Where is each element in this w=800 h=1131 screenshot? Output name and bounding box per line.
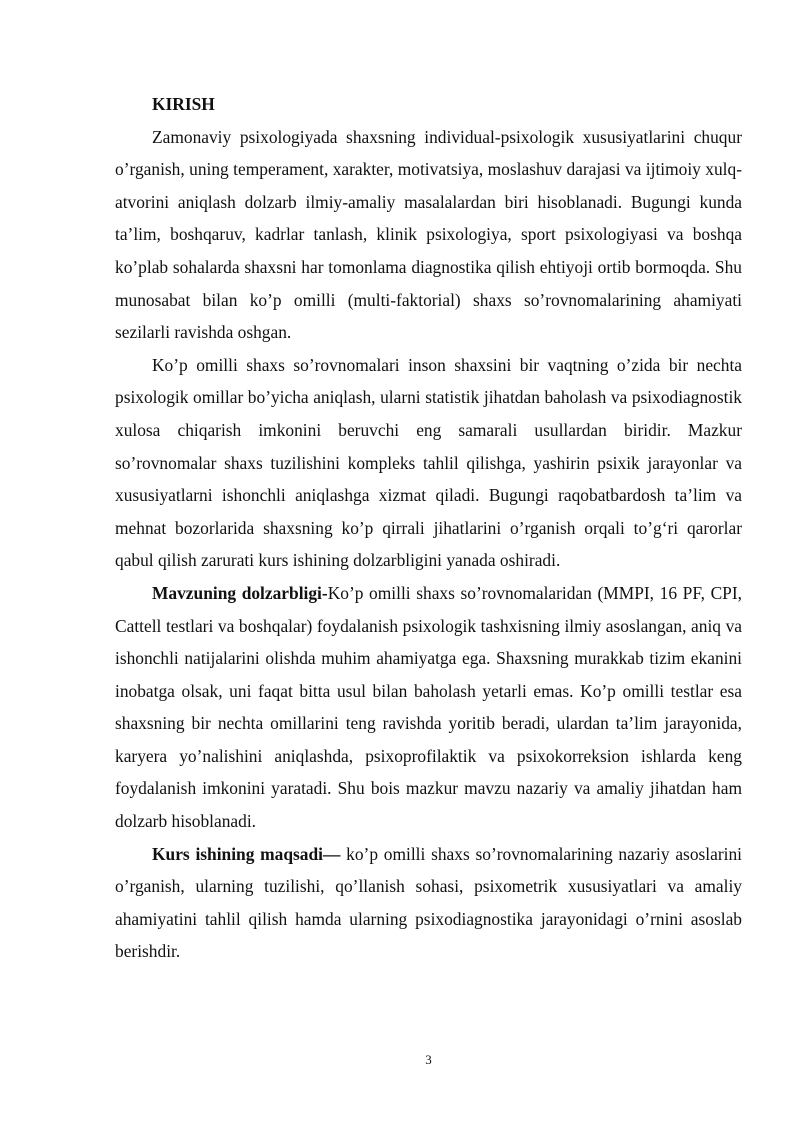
paragraph-text: Ko’p omilli shaxs so’rovnomalaridan (MMPI, 16 PF, CPI, Cattell testlari va boshqalar) foydalanish psixologik tashxisning ilmiy asoslangan, aniq va ishonchli natijalarini olishda muhim ahamiyatga ega. Shaxsning murakkab tizim ekanini inobatga olsak, uni faqat bitta usul bilan baholash yetarli emas. Ko’p omilli testlar esa shaxsning bir nechta omillarini teng ravishda yoritib beradi, ulardan ta’lim jarayonida, karyera yo’nalishini aniqlashda, psixoprofilaktik va psixokorreksion ishlarda keng foydalanish imkonini yaratadi. Shu bois mazkur mavzu nazariy va amaliy jihatdan ham dolzarb hisoblanadi. (115, 582, 742, 832)
page-number: 3 (425, 1052, 432, 1067)
paragraph-lead-relevance: Mavzuning dolzarbligi- (152, 582, 328, 603)
document-page (115, 88, 742, 968)
paragraph-text: ko’p omilli shaxs so’rovnomalarining nazariy asoslarini o’rganish, ularning tuzilishi, qo’llanish sohasi, psixometrik xususiyatlari va amaliy ahamiyatini tahlil qilish hamda ularning psixodiagnostika jarayonidagi o’rnini asoslab berishdir. (115, 843, 742, 962)
section-heading: KIRISH (152, 94, 215, 114)
paragraph-multifactor (115, 349, 742, 577)
paragraph-relevance (115, 577, 742, 838)
paragraph-lead-goal: Kurs ishining maqsadi— (152, 843, 341, 864)
paragraph-intro (115, 121, 742, 349)
paragraph-text: Ko’p omilli shaxs so’rovnomalari inson shaxsini bir vaqtning o’zida bir nechta psixologik omillar bo’yicha aniqlash, ularni statistik jihatdan baholash va psixodiagnostik xulosa chiqarish imkonini beruvchi eng samarali usullardan biridir. Mazkur so’rovnomalar shaxs tuzilishini kompleks tahlil qilishga, yashirin psixik jarayonlar va xususiyatlarni ishonchli aniqlashga xizmat qiladi. Bugungi raqobatbardosh ta’lim va mehnat bozorlarida shaxsning ko’p qirrali jihatlarini o’rganish orqali to’g‘ri qarorlar qabul qilish zarurati kurs ishining dolzarbligini yanada oshiradi. (115, 354, 742, 571)
paragraph-goal (115, 838, 742, 968)
paragraph-text: Zamonaviy psixologiyada shaxsning individual-psixologik xususiyatlarini chuqur o’rganish, uning temperament, xarakter, motivatsiya, moslashuv darajasi va ijtimoiy xulq-atvorini aniqlash dolzarb ilmiy-amaliy masalalardan biri hisoblanadi. Bugungi kunda ta’lim, boshqaruv, kadrlar tanlash, klinik psixologiya, sport psixologiyasi va boshqa ko’plab sohalarda shaxsni har tomonlama diagnostika qilish ehtiyoji ortib bormoqda. Shu munosabat bilan ko’p omilli (multi-faktorial) shaxs so’rovnomalarining ahamiyati sezilarli ravishda oshgan. (115, 126, 742, 343)
